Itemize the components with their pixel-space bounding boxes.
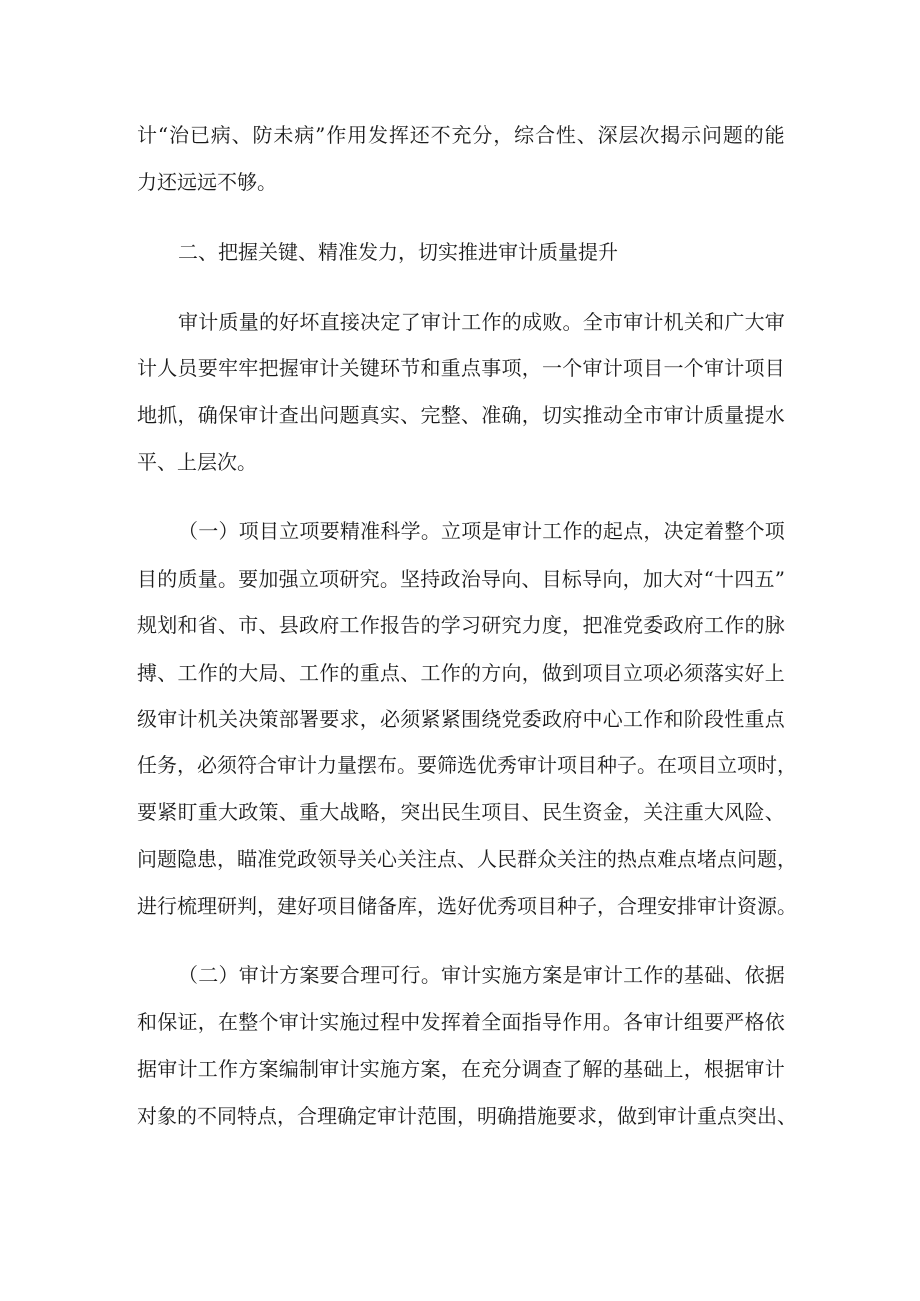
text-line: （ 一 ） 项 目 立 项 要 精 准 科 学 。 立 项 是 审 计 工 作 的 起 点 ， 决 定 着 整 个 项: [178, 519, 785, 543]
text-line: 进 行 梳 理 研 判 ， 建 好 项 目 储 备 库 ， 选 好 优 秀 项 目 种 子 ， 合 理 安 排 审 计 资 源 。: [137, 894, 797, 918]
text-line: 平、上层次。: [137, 450, 257, 474]
section-heading: 二、把握关键、精准发力，切实推进审计质量提升: [178, 240, 618, 264]
text-line: 规 划 和 省 、 市 、 县 政 府 工 作 报 告 的 学 习 研 究 力 度 ， 把 准 党 委 政 府 工 作 的 脉: [137, 613, 785, 637]
text-line: 级 审 计 机 关 决 策 部 署 要 求 ， 必 须 紧 紧 围 绕 党 委 政 府 中 心 工 作 和 阶 段 性 重 点: [137, 707, 785, 731]
text-line: 据 审 计 工 作 方 案 编 制 审 计 实 施 方 案 ， 在 充 分 调 查 了 解 的 基 础 上 ， 根 据 审 计: [137, 1057, 785, 1081]
text-line: 搏 、 工 作 的 大 局 、 工 作 的 重 点 、 工 作 的 方 向 ， 做 到 项 目 立 项 必 须 落 实 好 上: [137, 661, 785, 685]
text-line: 计 人 员 要 牢 牢 把 握 审 计 关 键 环 节 和 重 点 事 项 ， 一 个 审 计 项 目 一 个 审 计 项 目: [137, 356, 785, 380]
text-line: 和 保 证 ， 在 整 个 审 计 实 施 过 程 中 发 挥 着 全 面 指 导 作 用 。 各 审 计 组 要 严 格 依: [137, 1010, 785, 1034]
text-line: 任 务 ， 必 须 符 合 审 计 力 量 摆 布 。 要 筛 选 优 秀 审 计 项 目 种 子 。 在 项 目 立 项 时 ，: [137, 753, 797, 777]
text-line: 要 紧 盯 重 大 政 策 、 重 大 战 略 ， 突 出 民 生 项 目 、 民 生 资 金 ， 关 注 重 大 风 险 、: [137, 800, 785, 824]
text-line: 计 “ 治 已 病 、 防 未 病 ” 作 用 发 挥 还 不 充 分 ， 综 合 性 、 深 层 次 揭 示 问 题 的 能: [137, 123, 785, 147]
text-line: （ 二 ） 审 计 方 案 要 合 理 可 行 。 审 计 实 施 方 案 是 审 计 工 作 的 基 础 、 依 据: [178, 963, 785, 987]
text-line: 对 象 的 不 同 特 点 ， 合 理 确 定 审 计 范 围 ， 明 确 措 施 要 求 ， 做 到 审 计 重 点 突 出 、: [137, 1104, 797, 1128]
text-line: 目 的 质 量 。 要 加 强 立 项 研 究 。 坚 持 政 治 导 向 、 目 标 导 向 ， 加 大 对 “ 十 四 五 ”: [137, 567, 785, 591]
text-line: 地 抓 ， 确 保 审 计 查 出 问 题 真 实 、 完 整 、 准 确 ， 切 实 推 动 全 市 审 计 质 量 提 水: [137, 403, 785, 427]
text-line: 力还远远不够。: [137, 170, 277, 194]
text-line: 问 题 隐 患 ， 瞄 准 党 政 领 导 关 心 关 注 点 、 人 民 群 众 关 注 的 热 点 难 点 堵 点 问 题 ，: [137, 847, 797, 871]
text-line: 审 计 质 量 的 好 坏 直 接 决 定 了 审 计 工 作 的 成 败 。 全 市 审 计 机 关 和 广 大 审: [178, 310, 785, 334]
